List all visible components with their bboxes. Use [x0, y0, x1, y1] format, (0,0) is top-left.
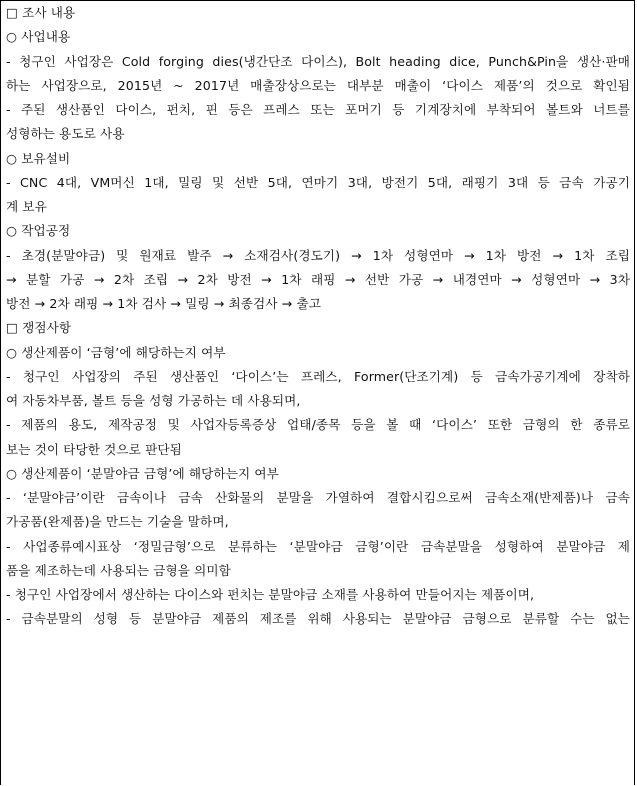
text-line: - 청구인 사업장의 주된 생산품인 ‘다이스’는 프레스, Former(단조기계) 등 금속가공기계에 장착하 [6, 368, 630, 384]
text-line: ○ 사업내용 [6, 29, 71, 45]
text-line: ○ 보유설비 [6, 150, 71, 166]
text-line: 계 보유 [6, 199, 47, 214]
text-line: ○ 생산제품이 ‘분말야금 금형’에 해당하는지 여부 [6, 465, 279, 481]
text-line: - 사업종류예시표상 ‘정밀금형’으로 분류하는 ‘분말야금 금형’이란 금속분말을 성형하여 분말야금 제 [6, 538, 630, 554]
text-line: 보는 것이 타당한 것으로 판단됨 [6, 441, 182, 457]
text-line: - 제품의 용도, 제작공정 및 사업자등록증상 업태/종목 등을 볼 때 ‘다이스’ 또한 금형의 한 종류로 [6, 417, 630, 433]
text-line: - 금속분말의 성형 등 분말야금 제품의 제조를 위해 사용되는 분말야금 금형으로 분류할 수는 없는 [6, 611, 630, 627]
document-body [6, 1, 630, 632]
text-line: - 청구인 사업장에서 생산하는 다이스와 펀치는 분말야금 소재를 사용하여 만들어지는 제품이며, [6, 587, 535, 602]
text-line: 방전 → 2차 래핑 → 1차 검사 → 밀링 → 최종검사 → 출고 [6, 296, 321, 311]
text-line: → 분할 가공 → 2차 조립 → 2차 방전 → 1차 래핑 → 선반 가공 → 내경연마 → 성형연마 → 3차 [6, 271, 630, 287]
text-line: 품을 제조하는데 사용되는 금형을 의미함 [6, 562, 231, 578]
text-line: - 초경(분말야금) 및 원재료 발주 → 소재검사(경도기) → 1차 성형연마 → 1차 방전 → 1차 조립 [6, 247, 630, 263]
text-line: 가공품(완제품)을 만드는 기술을 말하며, [6, 514, 229, 530]
text-line: 여 자동차부품, 볼트 등을 성형 가공하는 데 사용되며, [6, 393, 301, 408]
text-line: - ‘분말야금’이란 금속이나 금속 산화물의 분말을 가열하여 결합시킴으로써 금속소재(반제품)나 금속 [6, 490, 630, 505]
text-line: 하는 사업장으로, 2015년 ~ 2017년 매출장상으로는 대부분 매출이 ‘다이스 제품’의 것으로 확인됨 [6, 77, 630, 93]
text-line: 성형하는 용도로 사용 [6, 126, 125, 142]
text-line: □ 쟁점사항 [6, 320, 72, 336]
text-line: - 주된 생산품인 다이스, 펀치, 핀 등은 프레스 또는 포머기 등 기계장치에 부착되어 볼트와 너트를 [6, 102, 630, 117]
text-line: ○ 작업공정 [6, 223, 71, 239]
text-line: - 청구인 사업장은 Cold forging dies(냉간단조 다이스), Bolt heading dice, Punch&Pin을 생산·판매 [6, 53, 630, 69]
text-line: - CNC 4대, VM머신 1대, 밀링 및 선반 5대, 연마기 3대, 방전기 5대, 래핑기 3대 등 금속 가공기 [6, 174, 630, 190]
text-line: ○ 생산제품이 ‘금형’에 해당하는지 여부 [6, 344, 226, 360]
text-line: □ 조사 내용 [6, 5, 76, 20]
